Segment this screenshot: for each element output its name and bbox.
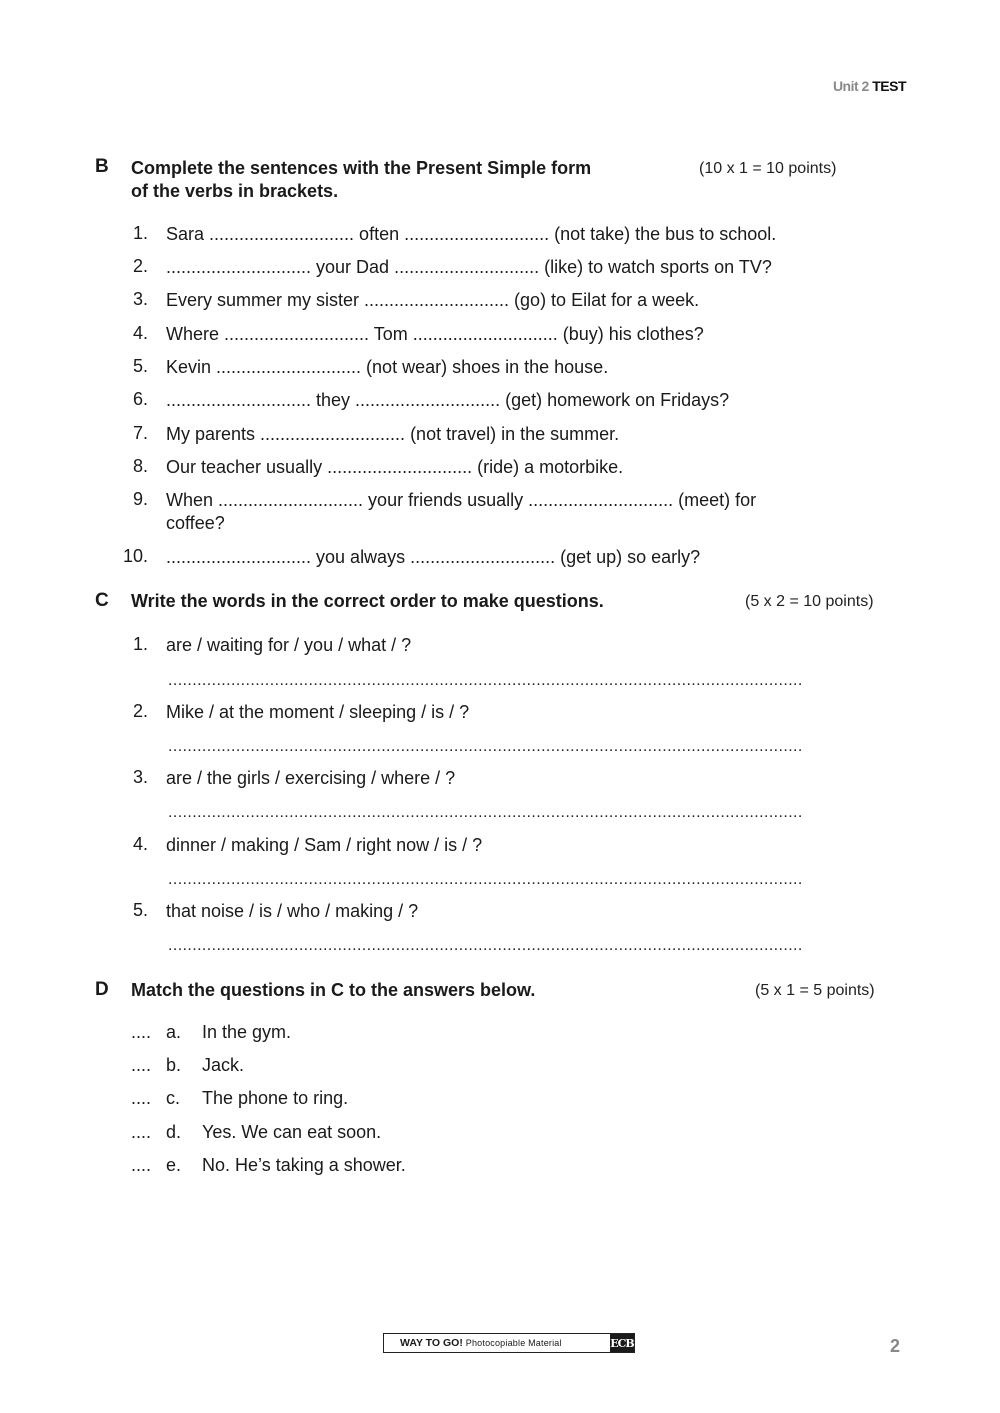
c-item-5-answer-line: ...................................................................................................................................	[168, 937, 803, 954]
footer-banner	[383, 1333, 635, 1353]
c-item-4-text: dinner / making / Sam / right now / is / ?	[166, 835, 483, 855]
section-c-points: (5 x 2 = 10 points)	[745, 593, 874, 610]
b-item-9-text-continued: coffee?	[166, 513, 225, 533]
section-b-title-line1: Complete the sentences with the Present Simple form	[131, 158, 592, 178]
section-b-points: (10 x 1 = 10 points)	[699, 160, 837, 177]
d-item-c-blank: ....	[131, 1088, 152, 1108]
c-item-1-text: are / waiting for / you / what / ?	[166, 635, 412, 655]
b-item-10-text: ............................. you always ............................. (get up) so early?	[166, 547, 701, 567]
section-c-title: Write the words in the correct order to make questions.	[131, 591, 604, 611]
b-item-3-number: 3.	[132, 289, 148, 309]
footer-brand: WAY TO GO!	[400, 1337, 463, 1349]
b-item-2-number: 2.	[132, 256, 148, 276]
section-b-title-line2: of the verbs in brackets.	[131, 181, 339, 201]
d-item-a-letter: a.	[166, 1022, 182, 1042]
test-label: TEST	[872, 78, 906, 94]
b-item-9-number: 9.	[132, 489, 148, 509]
b-item-8-number: 8.	[132, 456, 148, 476]
b-item-1-text: Sara ............................. often ............................. (not take) the bus to school.	[166, 224, 777, 244]
d-item-c-letter: c.	[166, 1088, 181, 1108]
section-d-title: Match the questions in C to the answers below.	[131, 980, 536, 1000]
d-item-b-blank: ....	[131, 1055, 152, 1075]
c-item-1-number: 1.	[132, 634, 148, 654]
b-item-6-text: ............................. they ............................. (get) homework on Fridays?	[166, 390, 730, 410]
d-item-d-text: Yes. We can eat soon.	[202, 1122, 382, 1142]
b-item-1-number: 1.	[132, 223, 148, 243]
c-item-2-number: 2.	[132, 701, 148, 721]
d-item-b-text: Jack.	[202, 1055, 245, 1075]
publisher-logo-icon: ECB	[610, 1334, 634, 1352]
c-item-4-answer-line: ...................................................................................................................................	[168, 871, 803, 888]
b-item-9-text: When ............................. your friends usually ............................. (meet) for	[166, 490, 757, 510]
b-item-7-text: My parents ............................. (not travel) in the summer.	[166, 424, 620, 444]
c-item-3-answer-line: ...................................................................................................................................	[168, 804, 803, 821]
footer-text	[384, 1337, 610, 1349]
b-item-5-text: Kevin ............................. (not wear) shoes in the house.	[166, 357, 609, 377]
d-item-b-letter: b.	[166, 1055, 182, 1075]
b-item-2-text: ............................. your Dad ............................. (like) to watch sports on TV?	[166, 257, 772, 277]
d-item-d-letter: d.	[166, 1122, 182, 1142]
c-item-2-text: Mike / at the moment / sleeping / is / ?	[166, 702, 470, 722]
d-item-e-blank: ....	[131, 1155, 152, 1175]
unit-test-label	[833, 78, 906, 94]
section-d-letter: D	[95, 979, 109, 1000]
d-item-a-blank: ....	[131, 1022, 152, 1042]
d-item-d-blank: ....	[131, 1122, 152, 1142]
c-item-1-answer-line: ...................................................................................................................................	[168, 672, 803, 689]
b-item-3-text: Every summer my sister ............................. (go) to Eilat for a week.	[166, 290, 700, 310]
unit-label: Unit 2	[832, 78, 869, 94]
d-item-e-text: No. He’s taking a shower.	[202, 1155, 406, 1175]
c-item-4-number: 4.	[132, 834, 148, 854]
d-item-c-text: The phone to ring.	[202, 1088, 349, 1108]
c-item-5-text: that noise / is / who / making / ?	[166, 901, 419, 921]
c-item-3-text: are / the girls / exercising / where / ?	[166, 768, 456, 788]
c-item-5-number: 5.	[132, 900, 148, 920]
c-item-2-answer-line: ...................................................................................................................................	[168, 738, 803, 755]
b-item-10-number: 10.	[122, 546, 148, 566]
b-item-4-number: 4.	[132, 323, 148, 343]
d-item-a-text: In the gym.	[202, 1022, 292, 1042]
d-item-e-letter: e.	[166, 1155, 182, 1175]
b-item-6-number: 6.	[132, 389, 148, 409]
section-d-points: (5 x 1 = 5 points)	[755, 982, 875, 999]
section-c-letter: C	[95, 590, 109, 611]
b-item-4-text: Where ............................. Tom ............................. (buy) his clothes?	[166, 324, 704, 344]
b-item-8-text: Our teacher usually ............................. (ride) a motorbike.	[166, 457, 624, 477]
section-b-letter: B	[95, 156, 109, 177]
c-item-3-number: 3.	[132, 767, 148, 787]
b-item-7-number: 7.	[132, 423, 148, 443]
b-item-5-number: 5.	[132, 356, 148, 376]
page-number: 2	[890, 1336, 901, 1356]
footer-material: Photocopiable Material	[465, 1338, 562, 1348]
